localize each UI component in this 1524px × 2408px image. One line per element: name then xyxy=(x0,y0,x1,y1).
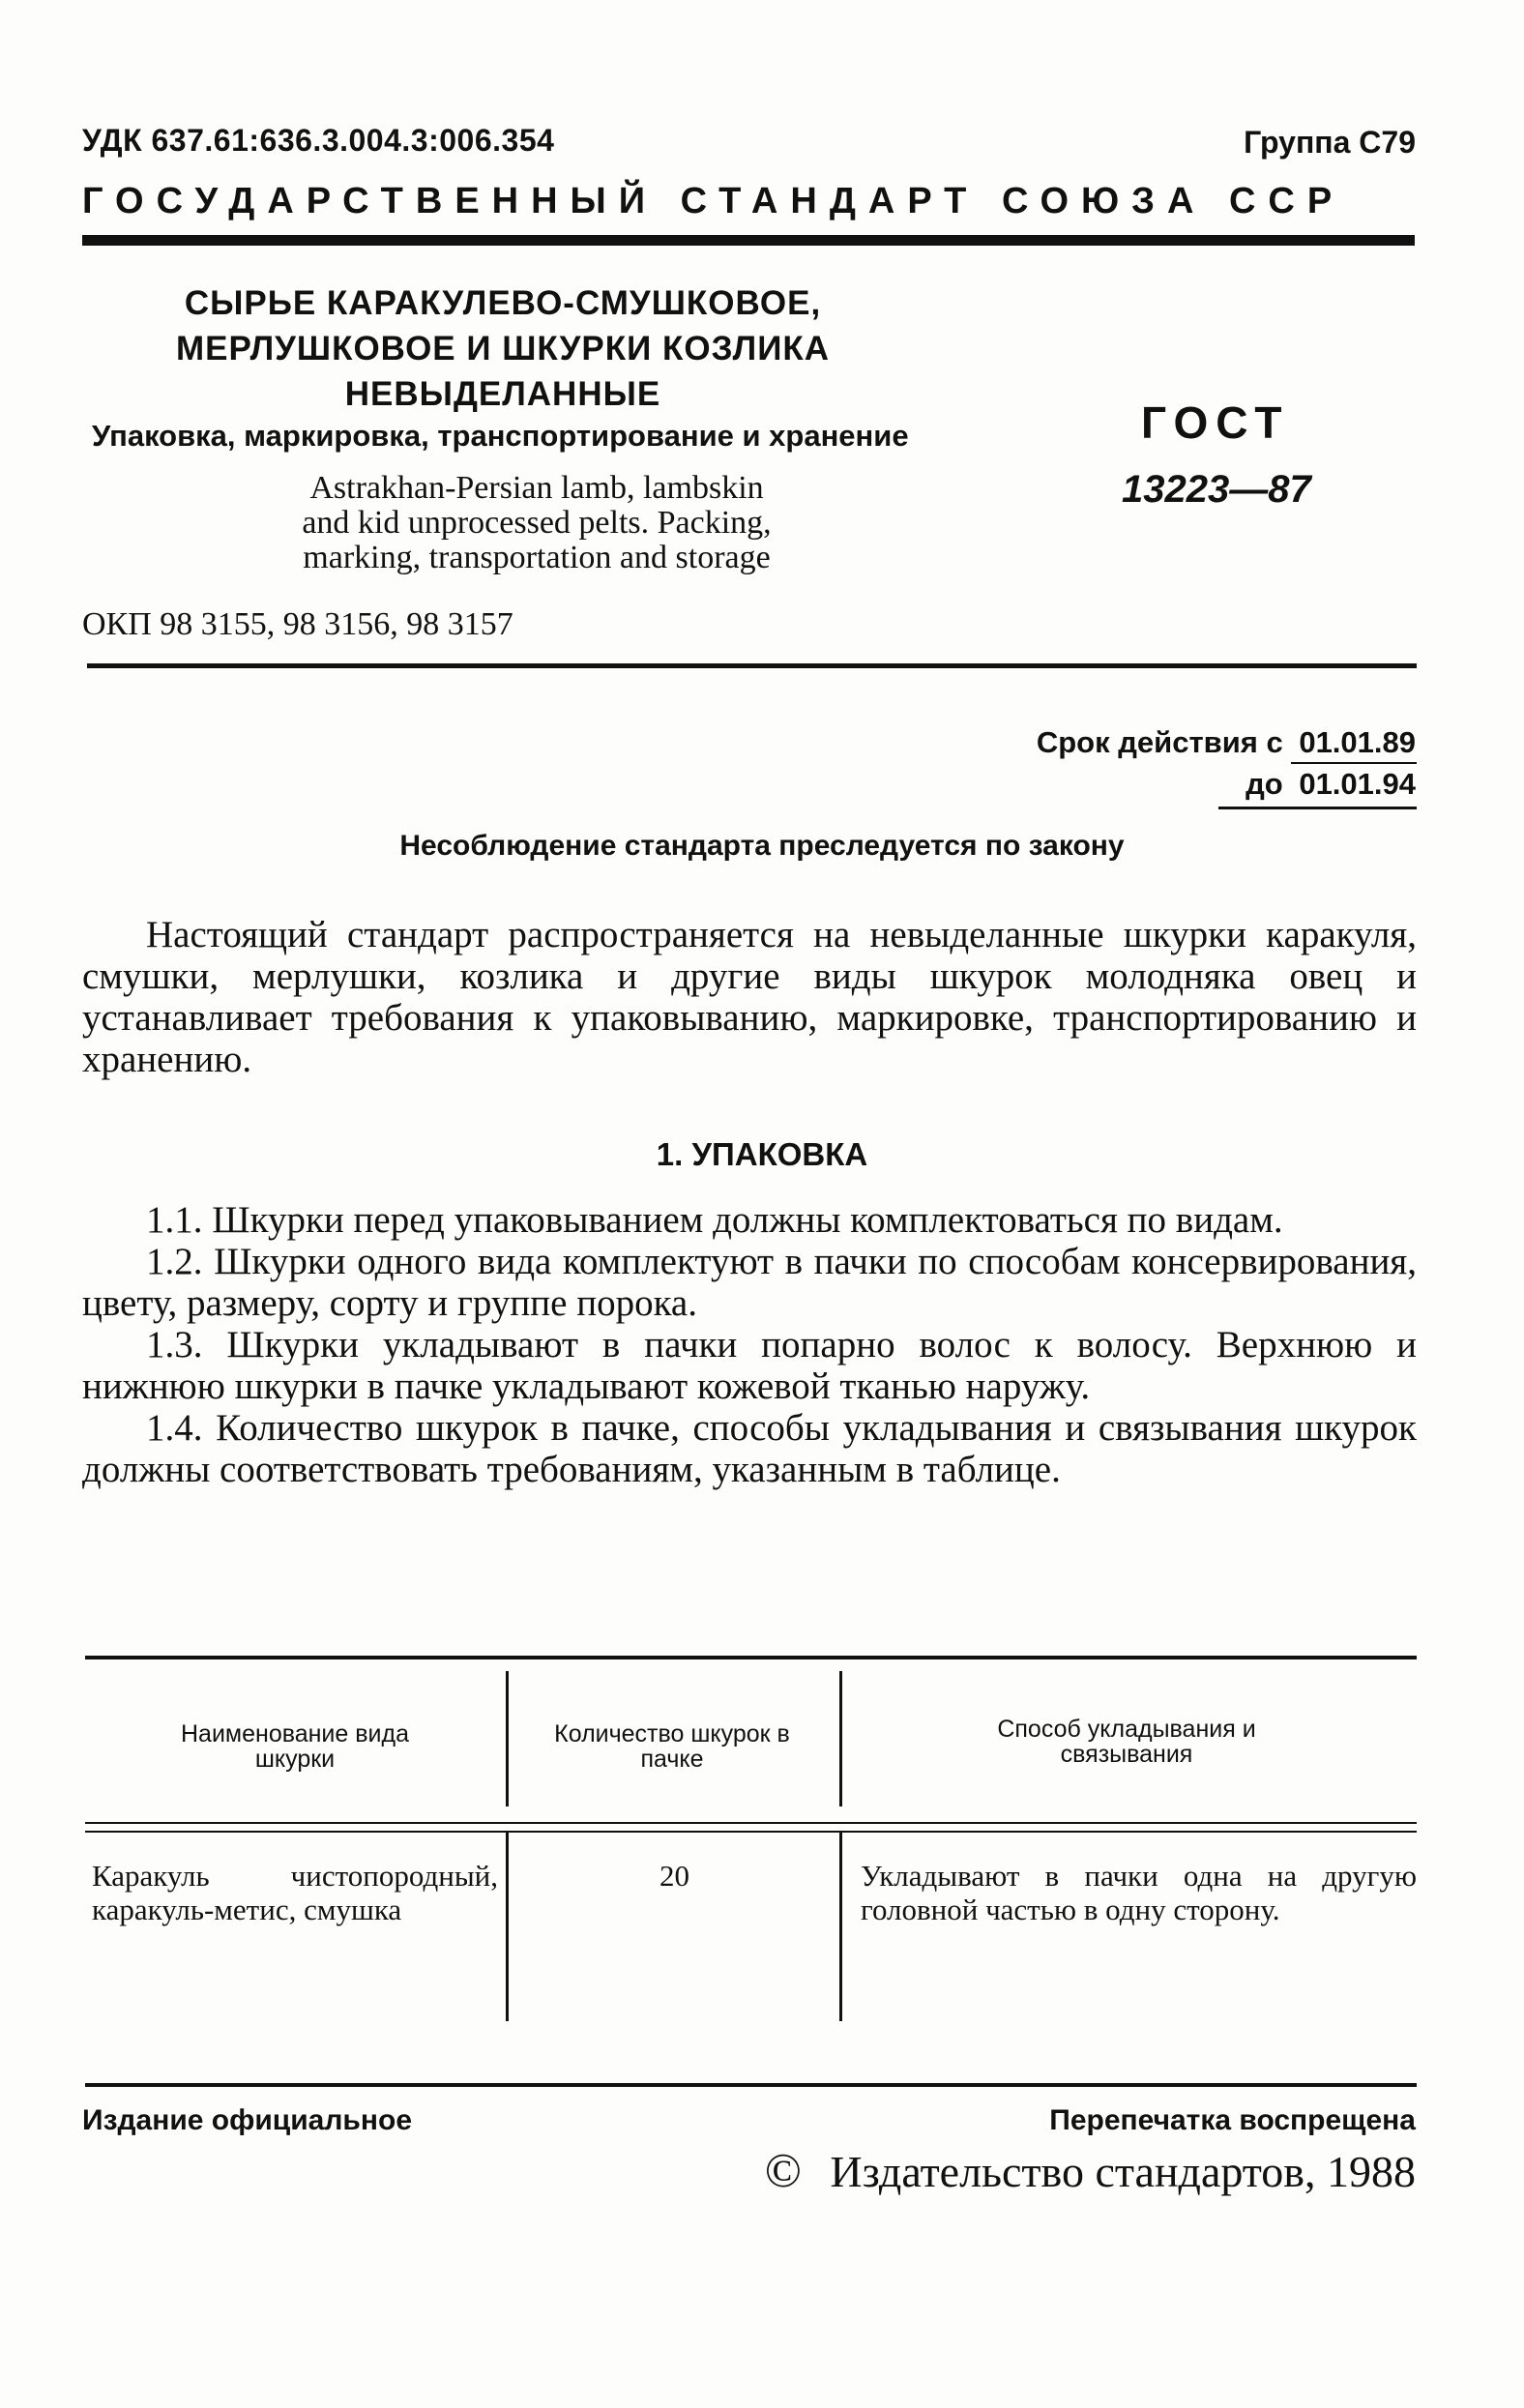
reprint-notice: Перепечатка воспрещена xyxy=(1049,2104,1416,2136)
header-rule xyxy=(82,235,1415,246)
english-title-line: and kid unprocessed pelts. Packing, xyxy=(302,505,772,541)
table-cell-type: Каракуль чистопородный, каракуль-метис, смушка xyxy=(92,1859,498,1926)
table-bottom-rule xyxy=(85,2083,1417,2087)
english-title xyxy=(174,471,899,575)
intro-text xyxy=(82,914,1417,1080)
official-edition: Издание официальное xyxy=(82,2104,413,2136)
publisher-name: Издательство стандартов, 1988 xyxy=(830,2147,1416,2196)
english-title-line: Astrakhan-Persian lamb, lambskin xyxy=(309,470,764,506)
copyright-line xyxy=(765,2142,1416,2198)
title-rule xyxy=(87,663,1417,668)
gost-label: ГОСТ xyxy=(1141,397,1290,448)
validity-to-date: 01.01.94 xyxy=(1299,767,1416,801)
title-line: МЕРЛУШКОВОЕ И ШКУРКИ КОЗЛИКА xyxy=(175,330,831,367)
copyright-icon: © xyxy=(764,2143,802,2197)
table-header-cell: Наименование вида шкурки xyxy=(181,1720,409,1773)
validity-from xyxy=(1037,725,1416,760)
table-header-cell: Способ укладывания и связывания xyxy=(997,1716,1256,1768)
title-line: СЫРЬЕ КАРАКУЛЕВО-СМУШКОВОЕ, xyxy=(184,284,822,322)
table-column-divider xyxy=(506,1833,509,2021)
validity-from-label: Срок действия с xyxy=(1036,725,1283,759)
table-column-divider xyxy=(839,1833,842,2021)
table-column-divider xyxy=(506,1671,509,1806)
table-top-rule xyxy=(85,1656,1417,1659)
validity-to xyxy=(1246,767,1416,802)
table-column-divider xyxy=(839,1671,842,1806)
validity-rule xyxy=(1218,807,1417,809)
section-text xyxy=(82,1199,1417,1490)
section-heading: 1. УПАКОВКА xyxy=(656,1136,868,1172)
standard-title xyxy=(116,280,890,417)
intro-paragraph: Настоящий стандарт распространяется на невыделанные шкурки каракуля, смушки, мерлушки, козлика и другие виды шкурок молодняка овец и устанавливает требования к упаковыванию, маркировке, транспортированию и хранению. xyxy=(82,914,1417,1080)
section-paragraph: 1.3. Шкурки укладывают в пачки попарно волос к волосу. Верхнюю и нижнюю шкурки в пачке укладывают кожевой тканью наружу. xyxy=(82,1324,1417,1407)
section-paragraph: 1.1. Шкурки перед упаковыванием должны комплектоваться по видам. xyxy=(146,1199,1283,1241)
standard-subtitle: Упаковка, маркировка, транспортирование и хранение xyxy=(92,419,909,453)
validity-rule xyxy=(1291,762,1417,764)
validity-to-label: до xyxy=(1246,767,1283,801)
table-header-rule xyxy=(85,1822,1417,1824)
okp-codes: ОКП 98 3155, 98 3156, 98 3157 xyxy=(82,606,513,642)
validity-from-date: 01.01.89 xyxy=(1299,725,1416,759)
legal-notice: Несоблюдение стандарта преследуется по закону xyxy=(399,830,1125,862)
table-cell-count: 20 xyxy=(659,1859,689,1893)
group-code: Группа С79 xyxy=(1244,125,1416,160)
table-cell-method: Укладывают в пачки одна на другую головной частью в одну сторону. xyxy=(861,1859,1417,1926)
table-header-cell: Количество шкурок в пачке xyxy=(554,1720,790,1773)
english-title-line: marking, transportation and storage xyxy=(303,540,771,575)
state-standard-heading: ГОСУДАРСТВЕННЫЙ СТАНДАРТ СОЮЗА ССР xyxy=(82,181,1345,221)
table-header-rule xyxy=(85,1831,1417,1833)
section-paragraph: 1.2. Шкурки одного вида комплектуют в пачки по способам консервирования, цвету, размеру, сорту и группе порока. xyxy=(82,1241,1417,1324)
udk-code: УДК 637.61:636.3.004.3:006.354 xyxy=(82,123,555,158)
section-paragraph: 1.4. Количество шкурок в пачке, способы укладывания и связывания шкурок должны соответствовать требованиям, указанным в таблице. xyxy=(82,1407,1417,1490)
gost-number: 13223—87 xyxy=(1122,468,1311,511)
title-line: НЕВЫДЕЛАННЫЕ xyxy=(344,375,661,413)
